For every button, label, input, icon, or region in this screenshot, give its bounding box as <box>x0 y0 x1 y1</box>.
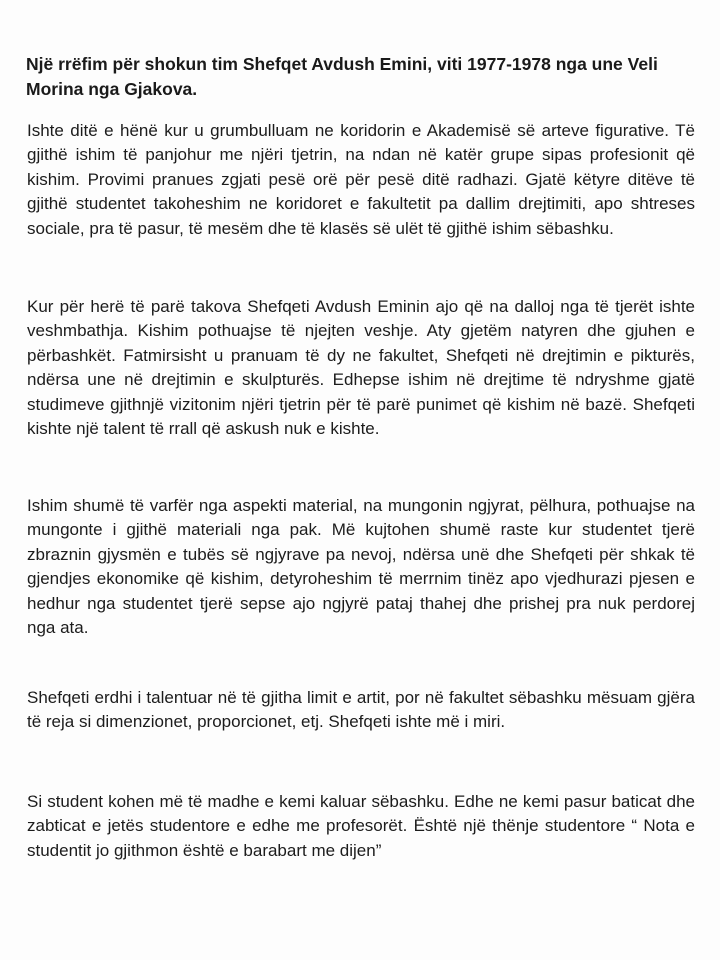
paragraph-5: Si student kohen më të madhe e kemi kaluar sëbashku. Edhe ne kemi pasur baticat dhe zabticat e jetës studentore e edhe me profesorët. Është një thënje studentore “ Nota e studentit jo gjithmon është e barabart me dijen” <box>27 792 695 860</box>
paragraph-4: Shefqeti erdhi i talentuar në të gjitha limit e artit, por në fakultet sëbashku mësuam gjëra të reja si dimenzionet, proporcionet, etj. Shefqeti ishte më i miri. <box>27 688 695 732</box>
document-title: Një rrëfim për shokun tim Shefqet Avdush Emini, viti 1977-1978 nga une Veli Morina nga Gjakova. <box>26 54 658 99</box>
paragraph-3: Ishim shumë të varfër nga aspekti material, na mungonin ngjyrat, pëlhura, pothuajse na mungonte i gjithë materiali nga pak. Më kujtohen shumë raste kur studentet tjerë zbraznin gjysmën e tubës së ngjyrave pa nevoj, ndërsa unë dhe Shefqeti për shkak të gjendjes ekonomike që kishim, detyroheshim të merrnim tinëz apo vjedhurazi pjesen e hedhur nga studentet tjerë sepse ajo ngjyrë pataj thahej dhe prishej pra nuk perdorej nga ata. <box>27 496 695 638</box>
paragraph-2: Kur për herë të parë takova Shefqeti Avdush Eminin ajo që na dalloj nga të tjerët ishte veshmbathja. Kishim pothuajse të njejten veshje. Aty gjetëm natyren dhe gjuhen e përbashkët. Fatmirsisht u pranuam të dy ne fakultet, Shefqeti në drejtimin e pikturës, ndërsa une në drejtimin e skulpturës. Edhepse ishim në drejtime të ndryshme gjatë studimeve gjithnjë vizitonim njëri tjetrin për të parë punimet që kishim në bazë. Shefqeti kishte një talent të rrall që askush nuk e kishte. <box>27 297 695 439</box>
paragraph-1: Ishte ditë e hënë kur u grumbulluam ne koridorin e Akademisë së arteve figurative. Të gjithë ishim të panjohur me njëri tjetrin, na ndan në katër grupe sipas profesionit që kishim. Provimi pranues zgjati pesë orë për pesë ditë radhazi. Gjatë këtyre ditëve të gjithë studentet takoheshim ne koridoret e fakultetit pa dallim drejtimiti, apo shtreses sociale, pra të pasur, të mesëm dhe të klasës së ulët të gjithë ishim sëbashku. <box>27 121 695 238</box>
